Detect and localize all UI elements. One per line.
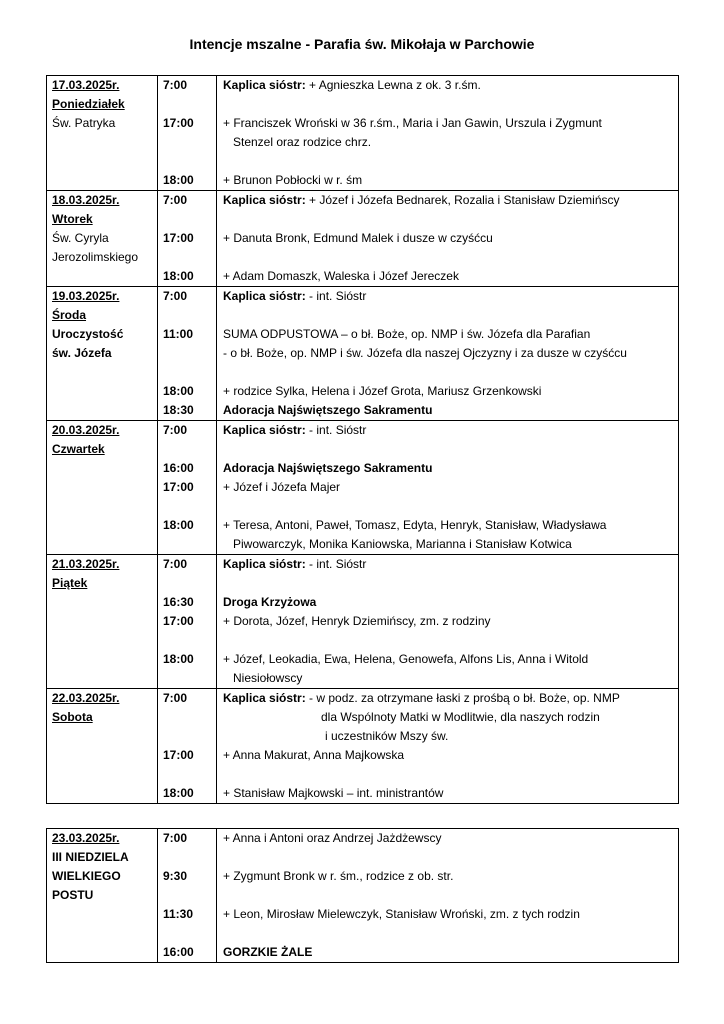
adoration-text: Adoracja Najświętszego Sakramentu [223,461,433,475]
intention-cell [217,829,679,963]
table-row [47,689,679,804]
mass-time: 17:00 [163,116,194,130]
mass-time: 11:00 [163,327,194,341]
intention-text: + Franciszek Wroński w 36 r.śm., Maria i Jan Gawin, Urszula i Zygmunt [223,116,602,130]
date-cell [47,287,158,421]
date-label: 19.03.2025r. [52,289,120,303]
chapel-label: Kaplica sióstr: [223,423,306,437]
mass-time: 17:00 [163,480,194,494]
mass-time: 18:30 [163,403,194,417]
table-row [47,191,679,287]
sunday-title: III NIEDZIELA [52,850,129,864]
mass-time: 7:00 [163,831,188,845]
time-cell [158,287,217,421]
intention-text: - int. Sióstr [305,557,367,571]
date-cell [47,689,158,804]
feast-note: św. Józefa [52,346,112,360]
intention-text: + Agnieszka Lewna z ok. 3 r.śm. [305,78,481,92]
table-row [47,829,679,963]
intention-text: + Stanisław Majkowski – int. ministrantów [223,786,444,800]
date-label: 18.03.2025r. [52,193,120,207]
mass-time: 11:30 [163,907,194,921]
feast-note: Uroczystość [52,327,124,341]
mass-time: 18:00 [163,384,194,398]
intention-text: + rodzice Sylka, Helena i Józef Grota, Mariusz Grzenkowski [223,384,542,398]
mass-time: 16:30 [163,595,194,609]
date-label: 20.03.2025r. [52,423,120,437]
intention-text: + Brunon Pobłocki w r. śm [223,173,363,187]
intention-text: - int. Sióstr [305,423,367,437]
page-title: Intencje mszalne - Parafia św. Mikołaja w Parchowie [189,36,535,52]
mass-time: 7:00 [163,691,188,705]
intention-text: + Teresa, Antoni, Paweł, Tomasz, Edyta, Henryk, Stanisław, Władysława [223,518,607,532]
mass-time: 18:00 [163,518,194,532]
mass-time: 17:00 [163,748,194,762]
weekday-label: Wtorek [52,212,93,226]
mass-time: 18:00 [163,173,194,187]
weekday-label: Czwartek [52,442,105,456]
lenten-lament-text: GORZKIE ŻALE [223,945,313,959]
chapel-label: Kaplica sióstr: [223,691,306,705]
table-row [47,76,679,191]
feast-note: Jerozolimskiego [52,250,139,264]
intention-text: + Anna Makurat, Anna Majkowska [223,748,405,762]
intention-text: - int. Sióstr [305,289,367,303]
intention-text: + Anna i Antoni oraz Andrzej Jażdżewscy [223,831,442,845]
intention-text: + Adam Domaszk, Waleska i Józef Jereczek [223,269,459,283]
intention-text: + Leon, Mirosław Mielewczyk, Stanisław Wroński, zm. z tych rodzin [223,907,580,921]
chapel-label: Kaplica sióstr: [223,289,306,303]
mass-time: 18:00 [163,269,194,283]
mass-time: 18:00 [163,786,194,800]
chapel-label: Kaplica sióstr: [223,193,306,207]
feast-note: Św. Cyryla [52,231,109,245]
table-row [47,555,679,689]
mass-time: 16:00 [163,461,194,475]
date-label: 22.03.2025r. [52,691,120,705]
mass-time: 7:00 [163,557,188,571]
date-cell [47,829,158,963]
weekday-label: Piątek [52,576,88,590]
weekday-schedule-table [46,75,679,804]
intention-text: - w podz. za otrzymane łaski z prośbą o bł. Boże, op. NMP [305,691,620,705]
time-cell [158,191,217,287]
intention-text: + Dorota, Józef, Henryk Dziemińscy, zm. z rodziny [223,614,491,628]
intention-cell [217,287,679,421]
intention-text: + Józef i Józefa Majer [223,480,341,494]
adoration-text: Adoracja Najświętszego Sakramentu [223,403,433,417]
intention-text: SUMA ODPUSTOWA – o bł. Boże, op. NMP i św. Józefa dla Parafian [223,327,591,341]
date-label: 17.03.2025r. [52,78,120,92]
sunday-schedule-table [46,828,679,963]
intention-text: + Danuta Bronk, Edmund Malek i dusze w czyśćcu [223,231,493,245]
intention-cell [217,555,679,689]
intention-text: Niesiołowscy [233,671,303,685]
feast-note: Św. Patryka [52,116,116,130]
date-cell [47,421,158,555]
table-row [47,287,679,421]
mass-time: 7:00 [163,289,188,303]
intention-text: - o bł. Boże, op. NMP i św. Józefa dla naszej Ojczyzny i za dusze w czyśćcu [223,346,627,360]
date-cell [47,191,158,287]
intention-cell [217,76,679,191]
mass-time: 16:00 [163,945,194,959]
mass-time: 7:00 [163,423,188,437]
chapel-label: Kaplica sióstr: [223,557,306,571]
sunday-title: POSTU [52,888,94,902]
table-row [47,421,679,555]
weekday-label: Środa [52,308,87,322]
time-cell [158,829,217,963]
intention-cell [217,421,679,555]
intention-text: + Józef, Leokadia, Ewa, Helena, Genowefa, Alfons Lis, Anna i Witold [223,652,589,666]
time-cell [158,76,217,191]
intention-text: + Józef i Józefa Bednarek, Rozalia i Stanisław Dziemińscy [305,193,620,207]
mass-time: 18:00 [163,652,194,666]
intention-cell [217,191,679,287]
way-of-cross-text: Droga Krzyżowa [223,595,317,609]
sunday-title: WIELKIEGO [52,869,121,883]
intention-text: i uczestników Mszy św. [325,729,449,743]
weekday-label: Sobota [52,710,93,724]
date-cell [47,76,158,191]
chapel-label: Kaplica sióstr: [223,78,306,92]
intention-text: Piwowarczyk, Monika Kaniowska, Marianna i Stanisław Kotwica [233,537,572,551]
intention-text: dla Wspólnoty Matki w Modlitwie, dla naszych rodzin [321,710,600,724]
mass-time: 17:00 [163,231,194,245]
time-cell [158,421,217,555]
mass-time: 7:00 [163,193,188,207]
date-cell [47,555,158,689]
intention-cell [217,689,679,804]
mass-time: 7:00 [163,78,188,92]
mass-time: 9:30 [163,869,188,883]
intention-text: + Zygmunt Bronk w r. śm., rodzice z ob. str. [223,869,454,883]
mass-time: 17:00 [163,614,194,628]
intention-text: Stenzel oraz rodzice chrz. [233,135,372,149]
date-label: 21.03.2025r. [52,557,120,571]
time-cell [158,555,217,689]
time-cell [158,689,217,804]
date-label: 23.03.2025r. [52,831,120,845]
weekday-label: Poniedziałek [52,97,125,111]
